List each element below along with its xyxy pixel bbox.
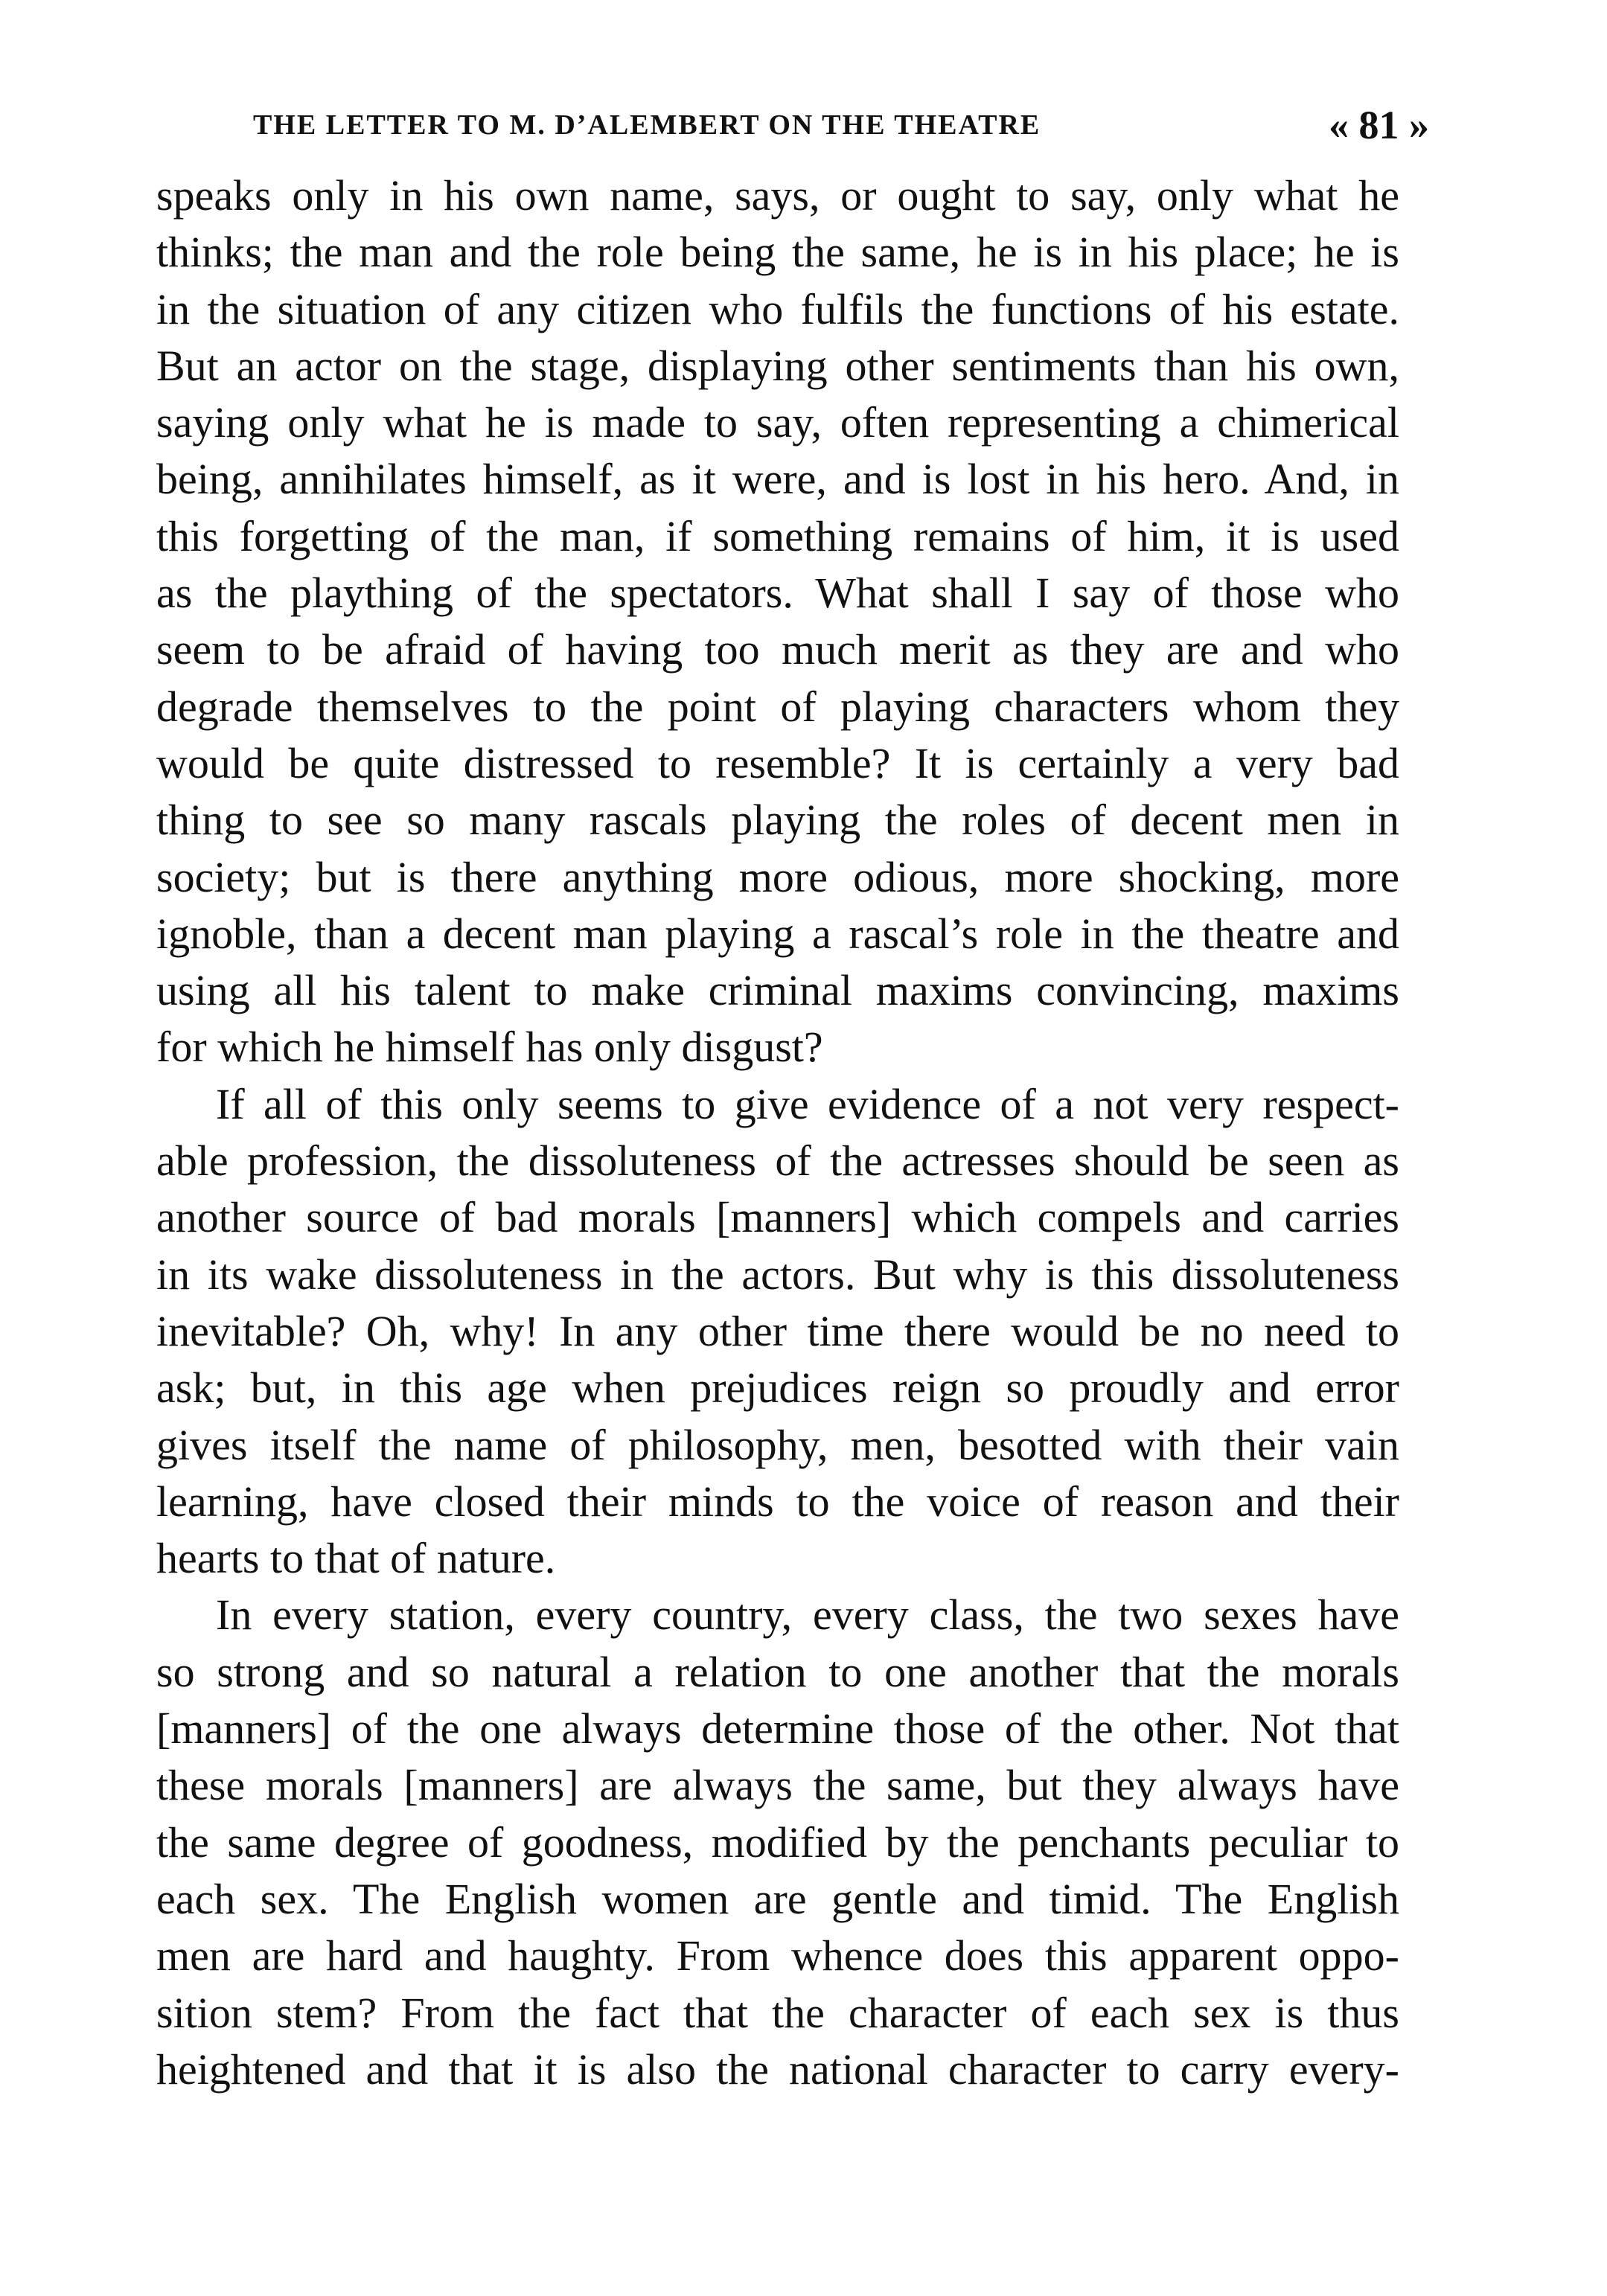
body-text xyxy=(156,167,1399,2098)
text-line: society; but is there anything more odious, more shocking, more xyxy=(156,852,1399,901)
text-line: hearts to that of nature. xyxy=(156,1534,556,1583)
text-line: another source of bad morals [manners] which compels and carries xyxy=(156,1193,1399,1242)
text-line: learning, have closed their minds to the voice of reason and their xyxy=(156,1477,1399,1526)
text-line: seem to be afraid of having too much merit as they are and who xyxy=(156,625,1399,674)
text-line: ignoble, than a decent man playing a rascal’s role in the theatre and xyxy=(156,909,1399,958)
text-line: in its wake dissoluteness in the actors. But why is this dissoluteness xyxy=(156,1250,1399,1299)
text-line: ask; but, in this age when prejudices reign so proudly and error xyxy=(156,1363,1399,1413)
text-line: as the plaything of the spectators. What shall I say of those who xyxy=(156,569,1399,618)
text-line: men are hard and haughty. From whence does this apparent oppo- xyxy=(156,1931,1399,1980)
paragraph-3 xyxy=(156,1587,1399,2098)
text-line: speaks only in his own name, says, or ought to say, only what he xyxy=(156,171,1399,220)
text-line: [manners] of the one always determine those of the other. Not that xyxy=(156,1704,1399,1753)
text-line: this forgetting of the man, if something remains of him, it is used xyxy=(156,511,1399,560)
text-line: able profession, the dissoluteness of the actresses should be seen as xyxy=(156,1136,1399,1186)
text-line: so strong and so natural a relation to one another that the morals xyxy=(156,1647,1399,1696)
text-line: being, annihilates himself, as it were, and is lost in his hero. And, in xyxy=(156,455,1399,504)
text-line: In every station, every country, every class, the two sexes have xyxy=(216,1590,1399,1640)
text-line: saying only what he is made to say, often representing a chimerical xyxy=(156,398,1399,447)
text-line: gives itself the name of philosophy, men, besotted with their vain xyxy=(156,1420,1399,1469)
running-title: THE LETTER TO M. D’ALEMBERT ON THE THEATRE xyxy=(253,109,1041,141)
running-head xyxy=(253,103,1429,147)
text-line: in the situation of any citizen who fulfils the functions of his estate. xyxy=(156,284,1399,333)
text-line: inevitable? Oh, why! In any other time there would be no need to xyxy=(156,1306,1399,1355)
text-line: sition stem? From the fact that the character of each sex is thus xyxy=(156,1988,1399,2037)
text-line: If all of this only seems to give evidence of a not very respect- xyxy=(216,1079,1399,1128)
text-line: degrade themselves to the point of playing characters whom they xyxy=(156,682,1399,731)
text-line: would be quite distressed to resemble? It is certainly a very bad xyxy=(156,738,1399,787)
text-line: thing to see so many rascals playing the roles of decent men in xyxy=(156,796,1399,845)
text-line: the same degree of goodness, modified by the penchants peculiar to xyxy=(156,1817,1399,1867)
paragraph-1 xyxy=(156,167,1399,1076)
page-number: « 81 » xyxy=(1329,103,1429,147)
text-line: using all his talent to make criminal maxims convincing, maxims xyxy=(156,966,1399,1015)
text-line: these morals [manners] are always the same, but they always have xyxy=(156,1761,1399,1810)
text-line: thinks; the man and the role being the same, he is in his place; he is xyxy=(156,228,1399,277)
text-line: for which he himself has only disgust? xyxy=(156,1023,823,1072)
paragraph-2 xyxy=(156,1076,1399,1587)
text-line: But an actor on the stage, displaying other sentiments than his own, xyxy=(156,341,1399,390)
text-line: each sex. The English women are gentle and timid. The English xyxy=(156,1874,1399,1923)
text-line: heightened and that it is also the national character to carry every- xyxy=(156,2044,1399,2094)
